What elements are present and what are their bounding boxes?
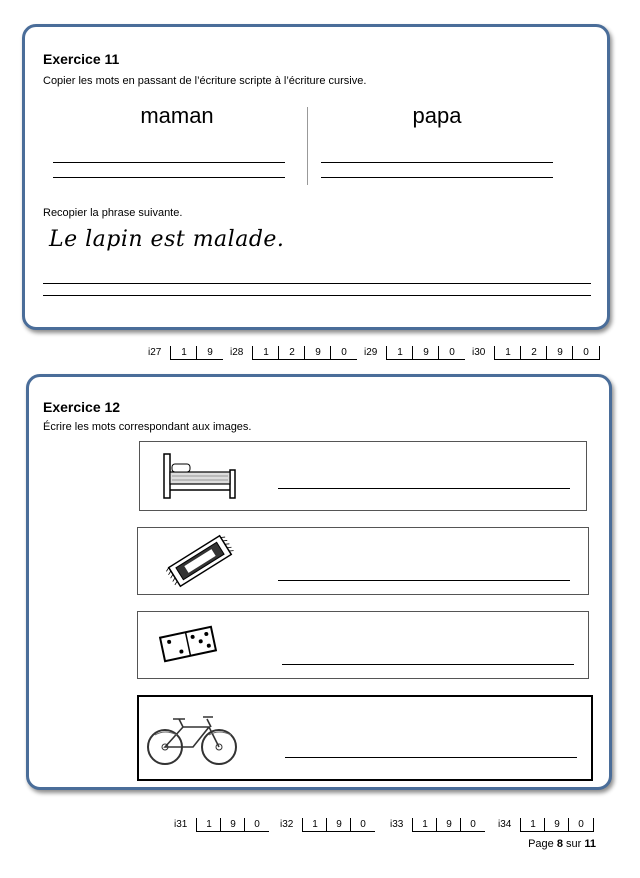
score-cell[interactable]: 0 [460, 818, 485, 832]
score-cell[interactable]: 1 [252, 346, 279, 360]
exercise-12-title: Exercice 12 [43, 399, 121, 415]
score-cell[interactable]: 9 [326, 818, 351, 832]
score-label-i34: i34 [498, 819, 512, 830]
footer-middle: sur [566, 838, 582, 850]
score-cell[interactable]: 0 [568, 818, 594, 832]
image-box-rug [137, 527, 589, 595]
score-cell[interactable]: 1 [170, 346, 197, 360]
score-label-i33: i33 [390, 819, 404, 830]
score-cell[interactable]: 0 [330, 346, 357, 360]
exercise-11-panel [22, 24, 610, 330]
score-cell[interactable]: 0 [350, 818, 375, 832]
score-cell[interactable]: 9 [546, 346, 573, 360]
word-maman: maman [140, 103, 214, 128]
score-label-i29: i29 [364, 347, 378, 358]
footer-prefix: Page [528, 838, 554, 850]
word-papa: papa [412, 103, 462, 128]
exercise-11-instruction-2: Recopier la phrase suivante. [43, 207, 183, 219]
score-cell[interactable]: 9 [220, 818, 245, 832]
score-cell[interactable]: 0 [244, 818, 269, 832]
score-cell[interactable]: 2 [278, 346, 305, 360]
rug-icon [162, 534, 238, 588]
score-cell[interactable]: 1 [520, 818, 545, 832]
exercise-11-title: Exercice 11 [43, 51, 120, 67]
image-box-bed [139, 441, 587, 511]
score-cell[interactable]: 9 [196, 346, 223, 360]
score-label-i28: i28 [230, 347, 244, 358]
answer-line-papa-1[interactable] [321, 162, 553, 163]
page-footer [528, 838, 596, 850]
answer-line-maman-2[interactable] [53, 177, 285, 178]
score-cell[interactable]: 0 [438, 346, 465, 360]
score-cell[interactable]: 1 [386, 346, 413, 360]
score-cell[interactable]: 9 [436, 818, 461, 832]
image-box-domino [137, 611, 589, 679]
score-label-i31: i31 [174, 819, 188, 830]
exercise-12-instruction: Écrire les mots correspondant aux images. [43, 421, 252, 433]
exercise-11-instruction: Copier les mots en passant de l’écriture scripte à l’écriture cursive. [43, 75, 367, 87]
answer-line-domino[interactable] [282, 664, 574, 665]
column-divider [307, 107, 308, 185]
answer-line-bed[interactable] [278, 488, 570, 489]
score-cell[interactable]: 1 [196, 818, 221, 832]
answer-line-bicycle[interactable] [285, 757, 577, 758]
domino-icon [158, 624, 218, 664]
score-cell[interactable]: 0 [572, 346, 600, 360]
score-row-2 [174, 818, 614, 832]
score-label-i32: i32 [280, 819, 294, 830]
score-cell[interactable]: 2 [520, 346, 547, 360]
footer-current-page: 8 [556, 838, 563, 850]
score-cell[interactable]: 1 [302, 818, 327, 832]
answer-line-papa-2[interactable] [321, 177, 553, 178]
score-cell[interactable]: 9 [412, 346, 439, 360]
bed-icon [160, 450, 240, 502]
exercise-12-panel [26, 374, 612, 790]
sentence-answer-line-1[interactable] [43, 283, 591, 284]
score-cell[interactable]: 9 [304, 346, 331, 360]
score-row-1 [148, 346, 608, 360]
answer-line-maman-1[interactable] [53, 162, 285, 163]
score-cell[interactable]: 1 [412, 818, 437, 832]
answer-line-rug[interactable] [278, 580, 570, 581]
sentence-answer-line-2[interactable] [43, 295, 591, 296]
score-cell[interactable]: 9 [544, 818, 569, 832]
score-label-i30: i30 [472, 347, 486, 358]
score-label-i27: i27 [148, 347, 162, 358]
footer-total-pages: 11 [584, 838, 596, 850]
cursive-sentence: Le lapin est malade. [49, 227, 285, 252]
bicycle-icon [145, 705, 241, 771]
score-cell[interactable]: 1 [494, 346, 521, 360]
image-box-bicycle [137, 695, 593, 781]
